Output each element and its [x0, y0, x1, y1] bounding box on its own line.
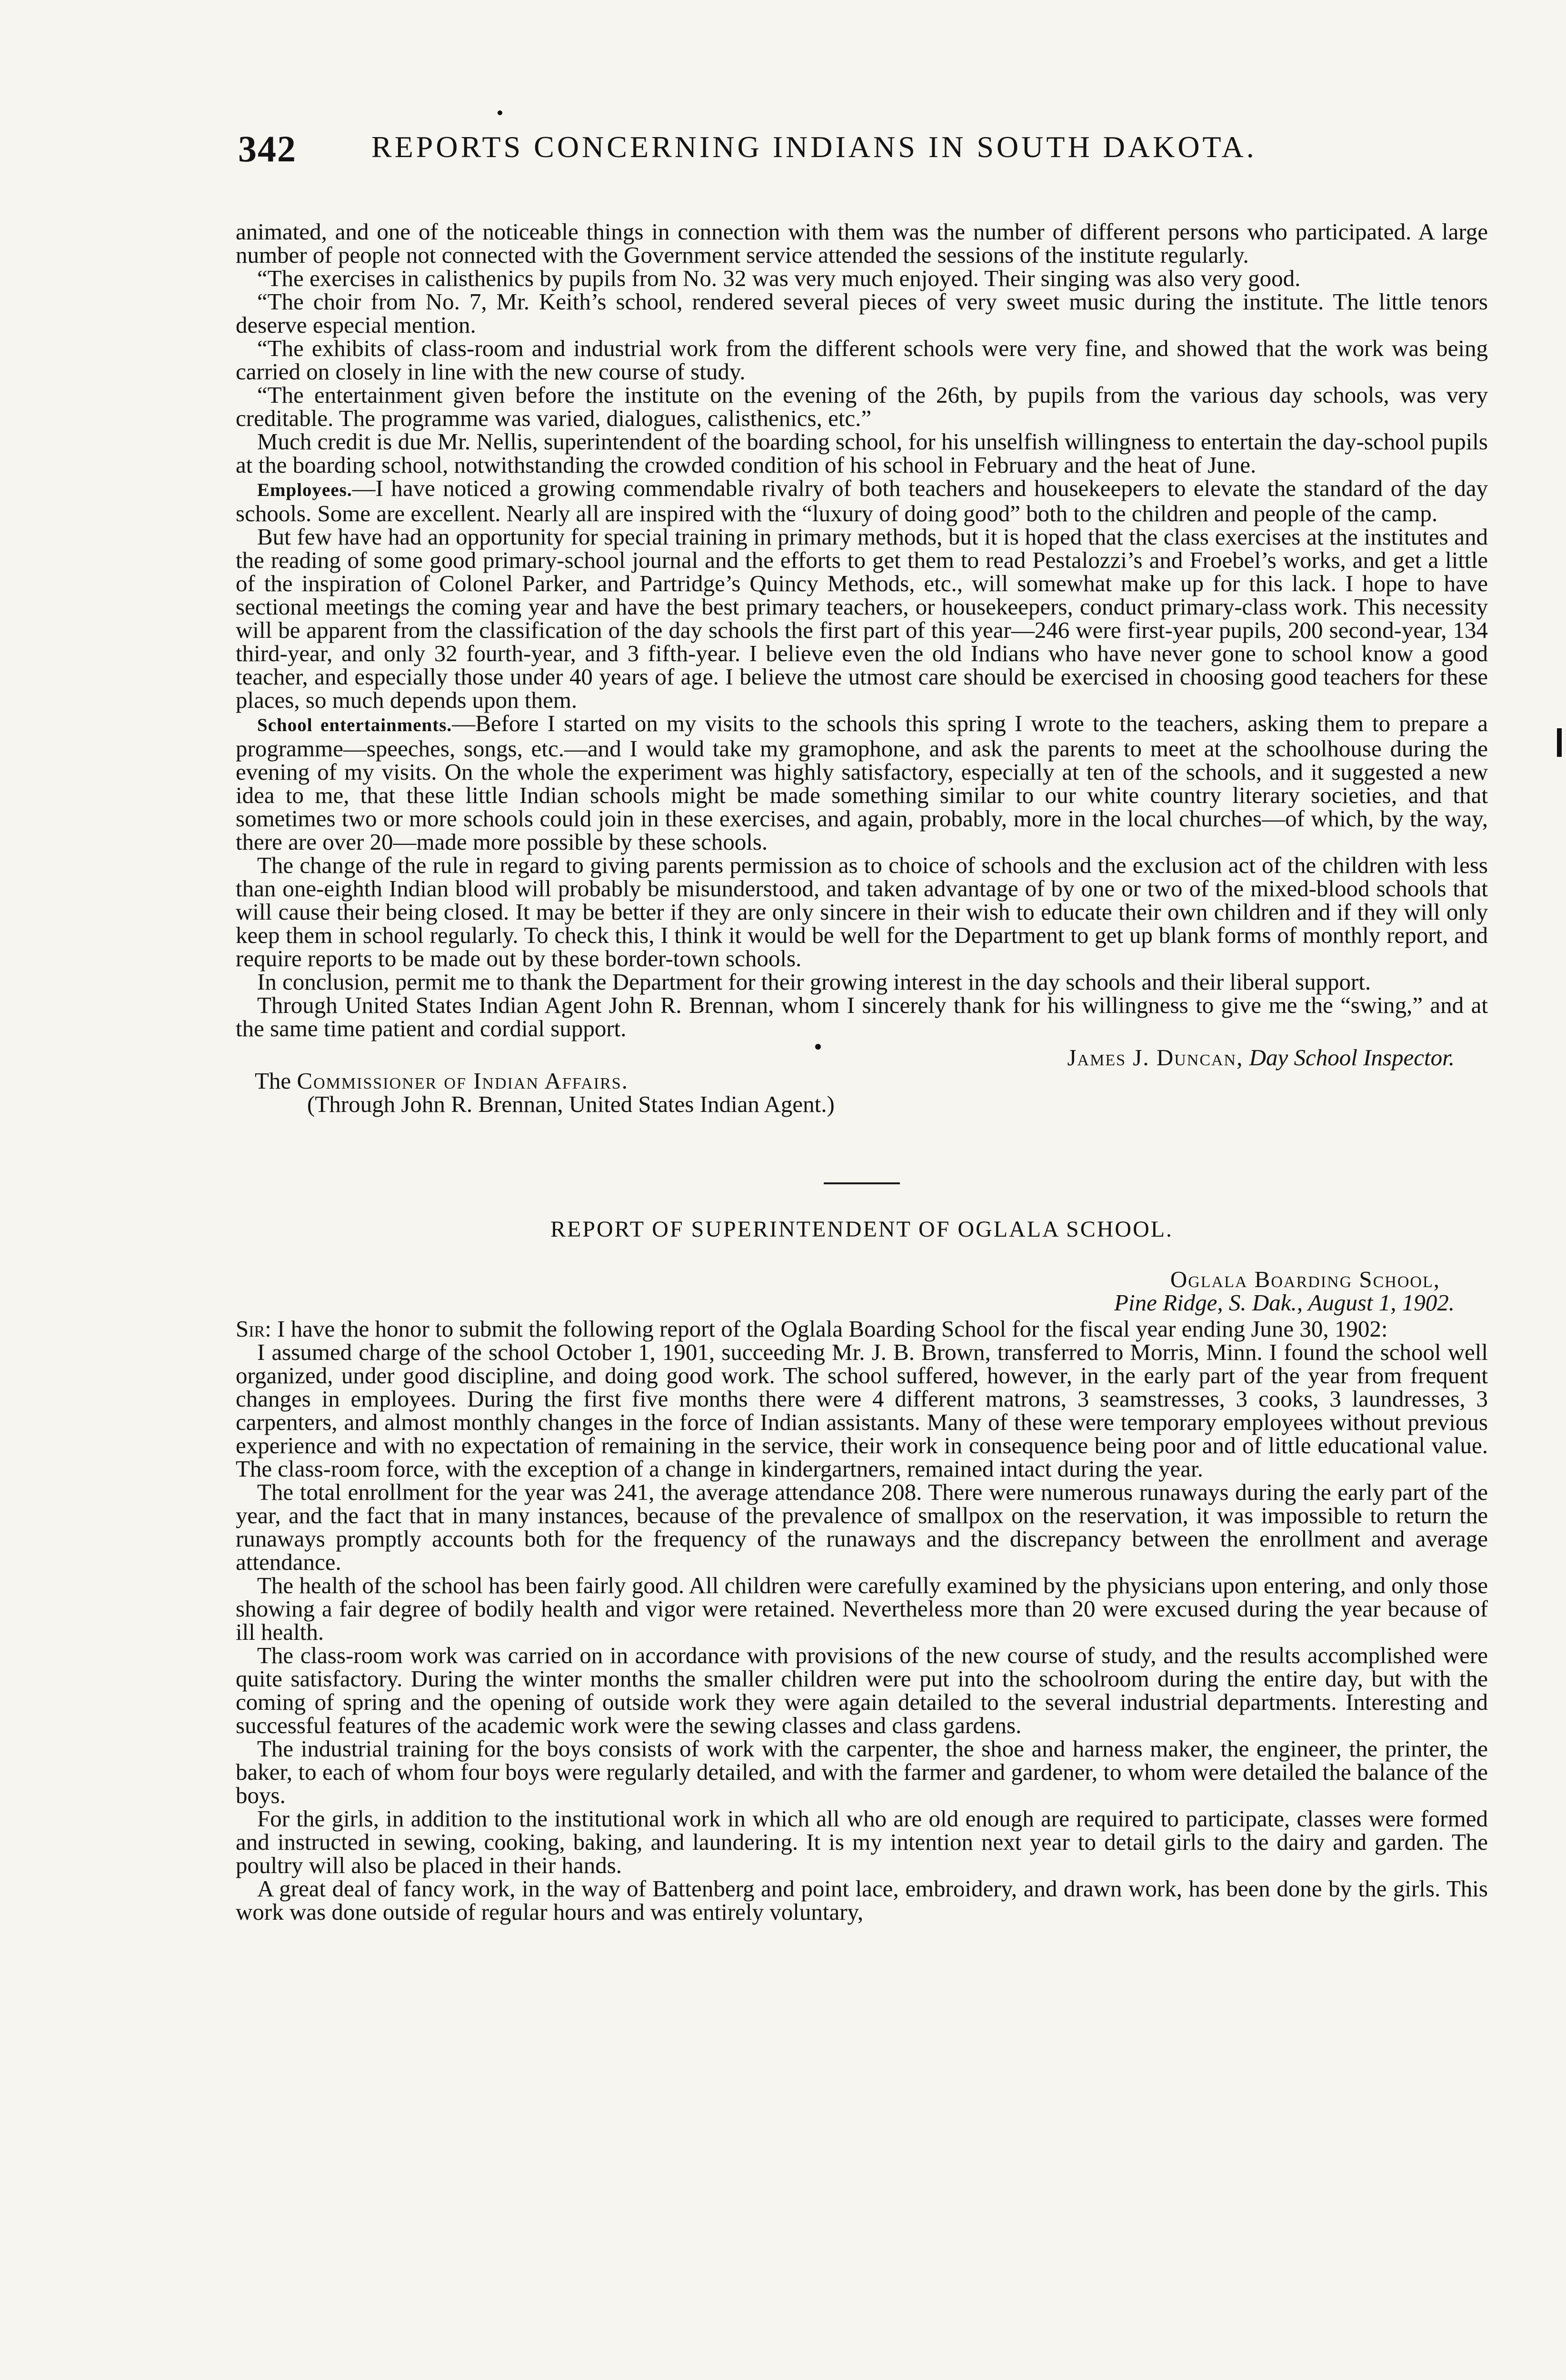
paragraph: For the girls, in addition to the institutional work in which all who are old enough are required to participate, classes were formed and instructed in sewing, cooking, baking, and laundering. It is my intention next year to detail girls to the dairy and garden. The poultry will also be placed in their hands.	[236, 1805, 1488, 1878]
employees-text: —I have noticed a growing commendable rivalry of both teachers and housekeepers to elevate the standard of the day schools. Some are excellent. Nearly all are inspired with the “luxury of doing good” both to the children and people of the camp.	[236, 475, 1488, 526]
paragraph: “The exercises in calisthenics by pupils from No. 32 was very much enjoyed. Their singing was also very good.	[257, 265, 1301, 291]
running-title: REPORTS CONCERNING INDIANS IN SOUTH DAKOTA.	[371, 130, 1257, 164]
signature-title: Day School Inspector.	[1249, 1044, 1455, 1071]
paragraph: The class-room work was carried on in accordance with provisions of the new course of study, and the results accomplished were quite satisfactory. During the winter months the smaller children were put into the schoolroom during the entire day, but with the coming of spring and the opening of outside work they were again detailed to the several industrial departments. Interesting and successful features of the academic work were the sewing classes and class gardens.	[236, 1642, 1488, 1738]
entertainments-text: —Before I started on my visits to the schools this spring I wrote to the teachers, asking them to prepare a programme—speeches, songs, etc.—and I would take my gramophone, and ask the parents to meet at the schoolhouse during the evening of my visits. On the whole the experiment was highly satisfactory, especially at ten of the schools, and it suggested a new idea to me, that these little Indian schools might be made something similar to our white country literary societies, and that sometimes two or more schools could join in these exercises, and again, probably, more in the local churches—of which, by the way, there are over 20—made more possible by these schools.	[236, 710, 1488, 855]
section-title: REPORT OF SUPERINTENDENT OF OGLALA SCHOOL.	[550, 1217, 1174, 1242]
paragraph: Through United States Indian Agent John R. Brennan, whom I sincerely thank for his willingness to give me the “swing,” and at the same time patient and cordial support.	[236, 992, 1488, 1041]
scan-speck	[815, 1044, 821, 1050]
paragraph: “The entertainment given before the institute on the evening of the 26th, by pupils from the various day schools, was very creditable. The programme was varied, dialogues, calisthenics, etc.”	[236, 382, 1488, 431]
paragraph: animated, and one of the noticeable things in connection with them was the number of different persons who participated. A large number of people not connected with the Government service attended the sessions of the institute regularly.	[236, 218, 1488, 268]
paragraph: In conclusion, permit me to thank the Department for their growing interest in the day schools and their liberal support.	[257, 969, 1371, 995]
paragraph: Much credit is due Mr. Nellis, superintendent of the boarding school, for his unselfish willingness to entertain the day-school pupils at the boarding school, notwithstanding the crowded condition of his school in February and the heat of June.	[236, 428, 1488, 478]
paragraph: “The exhibits of class-room and industrial work from the different schools were very fine, and showed that the work was being carried on closely in line with the new course of study.	[236, 335, 1488, 385]
addressee-prefix: The	[255, 1068, 291, 1094]
entertainments-lead: School entertainments.	[257, 715, 452, 735]
salutation: Sir:	[236, 1316, 271, 1342]
paragraph: I assumed charge of the school October 1, 1901, succeeding Mr. J. B. Brown, transferred to Morris, Minn. I found the school well organized, under good discipline, and doing good work. The school suffered, however, in the early part of the year from frequent changes in employees. During the first five months there were 4 different matrons, 3 seamstresses, 3 cooks, 3 laundresses, 3 carpenters, and almost monthly changes in the force of Indian assistants. Many of these were temporary employees without previous experience and with no expectation of remaining in the service, their work in consequence being poor and of little educational value. The class-room force, with the exception of a change in kindergartners, remained intact during the year.	[236, 1339, 1488, 1482]
paragraph: But few have had an opportunity for special training in primary methods, but it is hoped that the class exercises at the institutes and the reading of some good primary-school journal and the efforts to get them to read Pestalozzi’s and Froebel’s works, and get a little of the inspiration of Colonel Parker, and Partridge’s Quincy Methods, etc., will somewhat make up for this lack. I hope to have sectional meetings the coming year and have the best primary teachers, or housekeepers, conduct primary-class work. This necessity will be apparent from the classification of the day schools the first part of this year—246 were first-year pupils, 200 second-year, 134 third-year, and only 32 fourth-year, and 3 fifth-year. I believe even the old Indians who have never gone to school know a good teacher, and especially those under 40 years of age. I believe the utmost care should be exercised in choosing good teachers for these places, so much depends upon them.	[236, 524, 1488, 713]
salutation-text: I have the honor to submit the following report of the Oglala Boarding School for the fiscal year ending June 30, 1902:	[271, 1316, 1388, 1342]
paragraph: The health of the school has been fairly good. All children were carefully examined by the physicians upon entering, and only those showing a fair degree of bodily health and vigor were retained. Nevertheless more than 20 were excused during the year because of ill health.	[236, 1572, 1488, 1645]
signature	[236, 1046, 1455, 1069]
addressee-name: Commissioner of Indian Affairs.	[297, 1068, 628, 1094]
page-header	[238, 128, 1486, 170]
scan-edge-mark	[1557, 728, 1562, 757]
scan-speck	[498, 110, 502, 115]
paragraph: “The choir from No. 7, Mr. Keith’s school, rendered several pieces of very sweet music during the institute. The little tenors deserve especial mention.	[236, 288, 1488, 338]
paragraph: The total enrollment for the year was 241, the average attendance 208. There were numerous runaways during the early part of the year, and the fact that in many instances, because of the prevalence of smallpox on the reservation, it was impossible to return the runaways promptly accounts both for the frequency of the runaways and the discrepancy between the enrollment and average attendance.	[236, 1479, 1488, 1575]
paragraph: The industrial training for the boys consists of work with the carpenter, the shoe and harness maker, the engineer, the printer, the baker, to each of whom four boys were regularly detailed, and with the farmer and gardener, to whom were detailed the balance of the boys.	[236, 1735, 1488, 1808]
addressee	[255, 1069, 1488, 1092]
place-line: Oglala Boarding School,	[1170, 1266, 1440, 1292]
paragraph: The change of the rule in regard to giving parents permission as to choice of schools and the exclusion act of the children with less than one-eighth Indian blood will probably be misunderstood, and taken advantage of by one or two of the mixed-blood schools that will cause their being closed. It may be better if they are only sincere in their wish to educate their own children and if they will only keep them in school regularly. To check this, I think it would be well for the Department to get up blank forms of monthly report, and require reports to be made out by these border-town schools.	[236, 852, 1488, 972]
page-body	[236, 220, 1488, 1924]
employees-paragraph	[236, 476, 1488, 525]
entertainments-paragraph	[236, 712, 1488, 853]
employees-lead: Employees.	[257, 480, 352, 500]
through-line: (Through John R. Brennan, United States Indian Agent.)	[307, 1091, 835, 1117]
paragraph: A great deal of fancy work, in the way of Battenberg and point lace, embroidery, and drawn work, has been done by the girls. This work was done outside of regular hours and was entirely voluntary,	[236, 1875, 1488, 1925]
section-divider	[824, 1182, 900, 1184]
dateline: Pine Ridge, S. Dak., August 1, 1902.	[1114, 1289, 1455, 1316]
salutation-paragraph	[236, 1317, 1488, 1340]
page-number: 342	[238, 128, 297, 169]
signature-name: James J. Duncan,	[1067, 1044, 1244, 1071]
